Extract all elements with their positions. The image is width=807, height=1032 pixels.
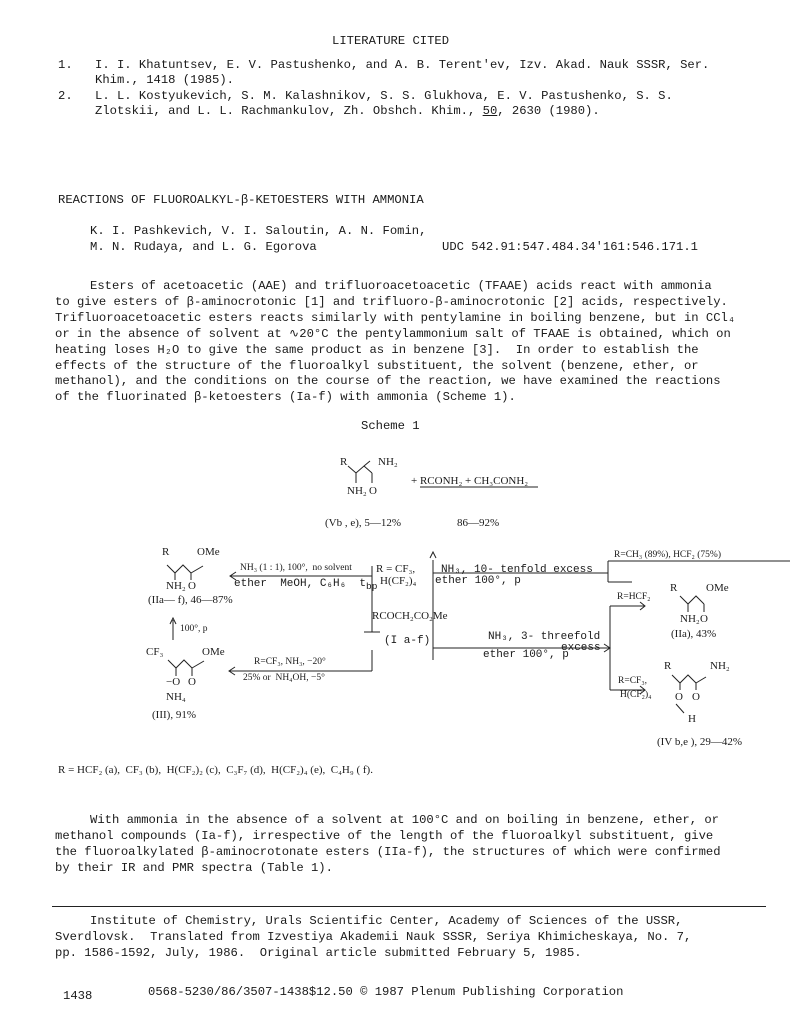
reaction-condition: excess — [561, 642, 601, 654]
scheme-atom-label: O — [188, 676, 196, 688]
authors-line: K. I. Pashkevich, V. I. Saloutin, A. N. Fomin, — [90, 224, 427, 238]
reaction-condition: ether 100°, p — [435, 575, 521, 587]
scheme-atom-label: O — [692, 691, 700, 703]
paragraph-line: of the fluorinated β-ketoesters (Ia-f) with ammonia (Scheme 1). — [55, 390, 516, 404]
udc-code: UDC 542.91:547.484.34'161:546.171.1 — [442, 240, 698, 254]
reaction-condition: R=CF₃, — [618, 676, 648, 686]
scheme-atom-label: O — [675, 691, 683, 703]
reaction-condition: H(CF₂)₄ — [380, 575, 417, 587]
scheme-atom-label: OMe — [706, 582, 729, 594]
reaction-condition: R = CF₃, — [376, 563, 416, 575]
scheme-atom-label: R — [670, 582, 678, 594]
reaction-condition: R=CF₃, NH₃, −20° — [254, 657, 326, 667]
scheme-products: + RCONH₂ + CH₃CONH₂ — [411, 475, 529, 487]
paragraph-line: by their IR and PMR spectra (Table 1). — [55, 861, 333, 875]
footer-divider — [52, 906, 766, 907]
scheme-atom-label: OMe — [197, 546, 220, 558]
references-heading: LITERATURE CITED — [332, 34, 450, 48]
reaction-condition: R=CH₃ (89%), HCF₂ (75%) — [614, 550, 721, 560]
scheme-atom-label: R — [162, 546, 170, 558]
scheme-label: Scheme 1 — [361, 419, 420, 433]
scheme-atom-label: NH₂ — [710, 660, 730, 672]
reference-text: L. L. Kostyukevich, S. M. Kalashnikov, S. S. Glukhova, E. V. Pastushenko, S. S. — [95, 89, 673, 103]
reaction-condition: NH₃ (1 : 1), 100°, no solvent — [240, 563, 352, 573]
authors-line: M. N. Rudaya, and L. G. Egorova — [90, 240, 317, 254]
reaction-condition: ether MeOH, C₆H₆ $t_{bp}$ — [234, 578, 378, 593]
reference-text: Khim., 1418 (1985). — [95, 73, 234, 87]
substituent-legend: R = HCF₂ (a), CF₃ (b), H(CF₂)₂ (c), C₃F₇ (d), H(CF₂)₄ (e), C₄H₉ ( f). — [58, 764, 373, 776]
article-title: REACTIONS OF FLUOROALKYL-β-KETOESTERS WITH AMMONIA — [58, 193, 424, 207]
paragraph-line: methanol), and the conditions on the course of the reaction, we have examined the reactions — [55, 374, 721, 388]
paragraph-line: heating loses H₂O to give the same product as in benzene [3]. In order to establish the — [55, 343, 699, 357]
footnote-line: pp. 1586-1592, July, 1986. Original article submitted February 5, 1985. — [55, 946, 582, 960]
paragraph-line: to give esters of β-aminocrotonic [1] and trifluoro-β-aminocrotonic [2] acids, respectively. — [55, 295, 728, 309]
scheme-atom-label: O — [700, 613, 708, 625]
reference-number: 2. — [58, 89, 73, 103]
yield-label: 86—92% — [457, 517, 500, 529]
paragraph-line: the fluoroalkylated β-aminocrotonate esters (IIa-f), the structures of which were confirmed — [55, 845, 721, 859]
reaction-condition: 100°, p — [180, 624, 208, 634]
scheme-atom-label: NH₂ — [347, 485, 367, 497]
page-number: 1438 — [63, 989, 93, 1003]
scheme-atom-label: NH₂ — [680, 613, 700, 625]
reaction-condition: H(CF₂)₄ — [620, 690, 652, 700]
scheme-atom-label: H — [688, 713, 696, 725]
reaction-condition: NH₃, 10- tenfold excess — [441, 564, 593, 576]
scheme-atom-label: CF₃ — [146, 646, 164, 658]
paragraph-line: or in the absence of solvent at ∿20°C the pentylammonium salt of TFAAE is obtained, which on — [55, 327, 731, 341]
paragraph-line: methanol compounds (Ia-f), irrespective of the length of the fluoroalkyl substituent, give — [55, 829, 714, 843]
paragraph-line: effects of the structure of the fluoroalkyl substituent, the solvent (benzene, ether, or — [55, 359, 699, 373]
scheme-atom-label: O — [369, 485, 377, 497]
footnote-line: Sverdlovsk. Translated from Izvestiya Akademii Nauk SSSR, Seriya Khimicheskaya, No. 7, — [55, 930, 692, 944]
paragraph-line: With ammonia in the absence of a solvent at 100°C and on boiling in benzene, ether, or — [90, 813, 719, 827]
scheme-atom-label: O — [188, 580, 196, 592]
reaction-condition: ether 100°, p — [483, 649, 569, 661]
compound-label: (Vb , e), 5—12% — [325, 517, 402, 529]
scheme-atom-label: NH₂ — [378, 456, 398, 468]
paragraph-line: Trifluoroacetoacetic esters reacts similarly with pentylamine in boiling benzene, but in CCl₄ — [55, 311, 736, 325]
scheme-atom-label: R — [664, 660, 672, 672]
scheme-atom-label: −O — [166, 676, 181, 688]
compound-label: (IIa), 43% — [671, 628, 717, 640]
scheme-atom-label: NH₄ — [166, 691, 186, 703]
scheme-atom-label: R — [340, 456, 348, 468]
scheme-atom-label: NH₂ — [166, 580, 186, 592]
starting-material: RCOCH₂CO₂Me — [372, 610, 448, 622]
reaction-condition: NH₃, 3- threefold — [488, 631, 601, 643]
reference-text: I. I. Khatuntsev, E. V. Pastushenko, and A. B. Terent'ev, Izv. Akad. Nauk SSSR, Ser. — [95, 58, 710, 72]
footnote-line: Institute of Chemistry, Urals Scientific Center, Academy of Sciences of the USSR, — [90, 914, 683, 928]
compound-label: (IV b,e ), 29—42% — [657, 736, 743, 748]
compound-label: (I a-f) — [384, 635, 431, 647]
reference-number: 1. — [58, 58, 73, 72]
reaction-condition: R=HCF₂ — [617, 592, 651, 602]
copyright-line: 0568-5230/86/3507-1438$12.50 © 1987 Plenum Publishing Corporation — [148, 985, 624, 999]
compound-label: (IIa— f), 46—87% — [148, 594, 233, 606]
compound-label: (III), 91% — [152, 709, 196, 721]
paragraph-line: Esters of acetoacetic (AAE) and trifluoroacetoacetic (TFAAE) acids react with ammonia — [90, 279, 712, 293]
scheme-atom-label: OMe — [202, 646, 225, 658]
reference-text: Zlotskii, and L. L. Rachmankulov, Zh. Obshch. Khim., 50, 2630 (1980). — [95, 104, 600, 118]
reaction-condition: 25% or NH₄OH, −5° — [243, 673, 325, 683]
